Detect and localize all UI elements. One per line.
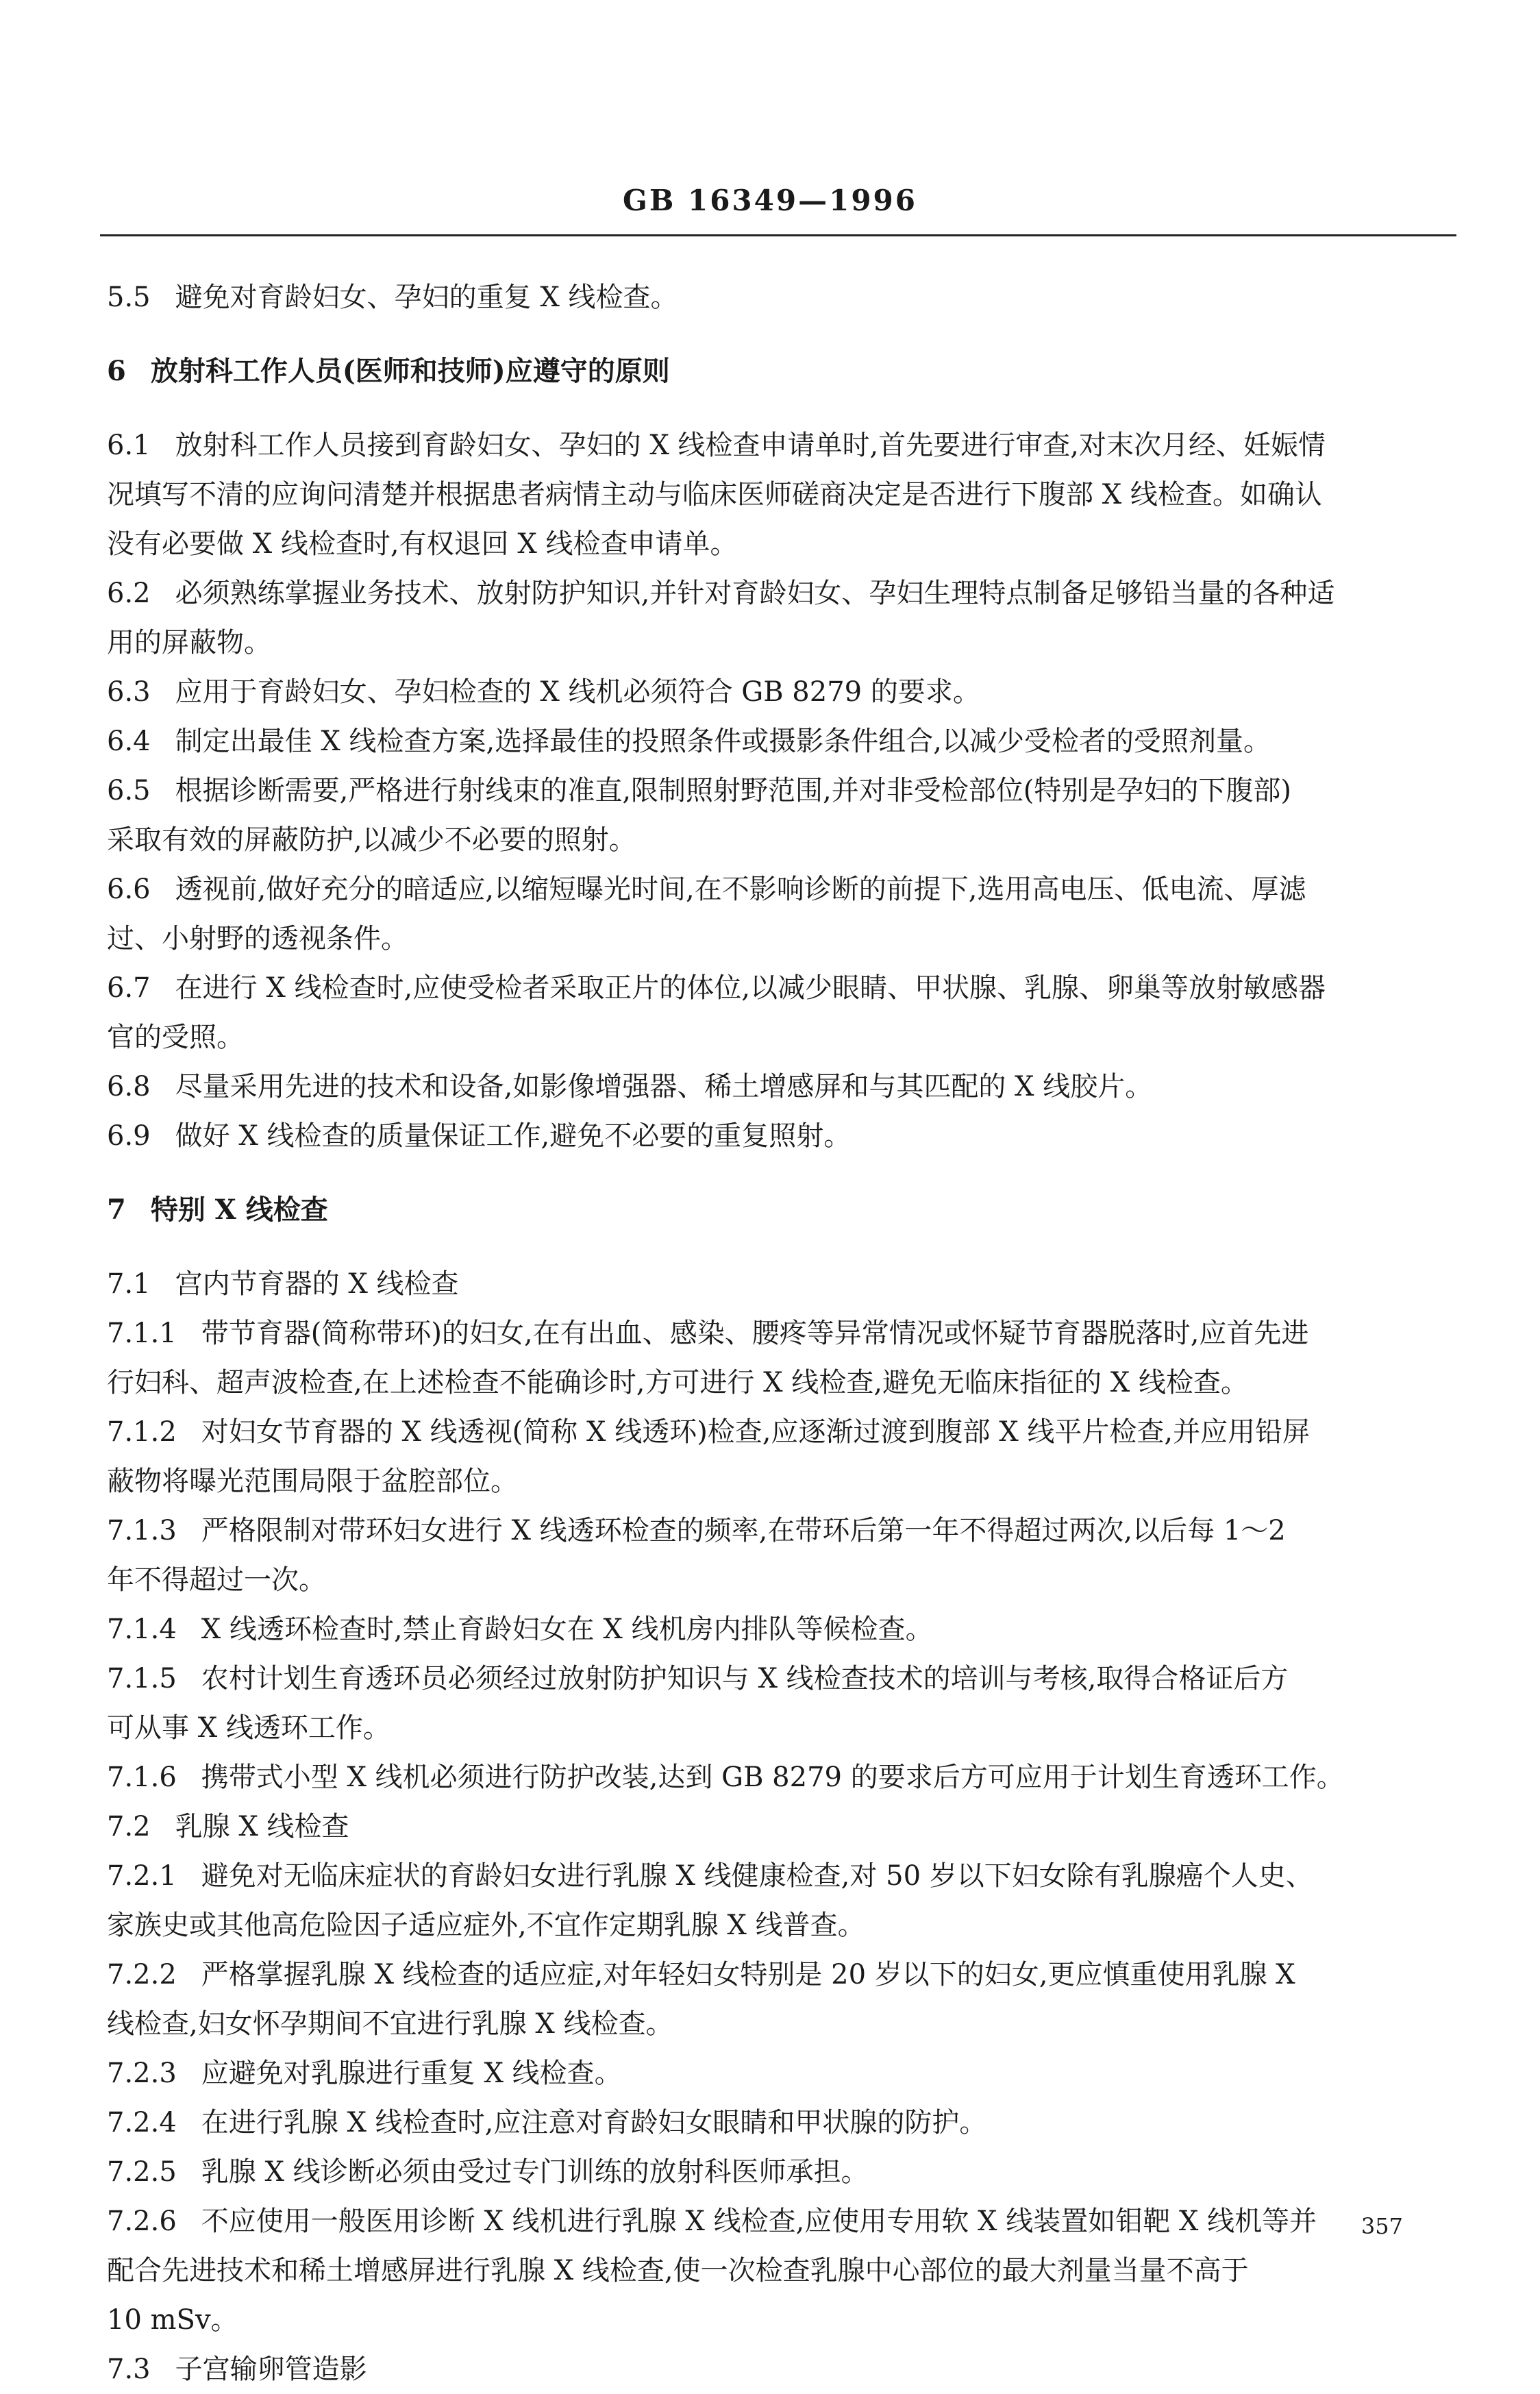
clause <box>107 1111 1456 1161</box>
clause-text: 应用于育龄妇女、孕妇检查的 X 线机必须符合 GB 8279 的要求。 <box>175 676 980 708</box>
text-line <box>107 421 1456 470</box>
text-line <box>107 667 1456 717</box>
text-line <box>107 1999 1456 2049</box>
clause-number: 7.1.4 <box>107 1614 177 1645</box>
clause-text: 蔽物将曝光范围局限于盆腔部位。 <box>107 1466 518 1497</box>
text-line <box>107 1802 1456 1851</box>
clause-number: 6.6 <box>107 874 151 905</box>
text-line <box>107 1111 1456 1161</box>
text-line <box>107 1457 1456 1506</box>
clause-text: 严格限制对带环妇女进行 X 线透环检查的频率,在带环后第一年不得超过两次,以后每 1～2 <box>201 1515 1286 1546</box>
clause-number: 7.2.4 <box>107 2107 177 2138</box>
section-heading <box>107 347 1456 396</box>
clause <box>107 1950 1456 2049</box>
text-line <box>107 717 1456 766</box>
text-line <box>107 766 1456 815</box>
text-line <box>107 815 1456 865</box>
clause-number: 7.2.3 <box>107 2058 177 2089</box>
clause-text: 没有必要做 X 线检查时,有权退回 X 线检查申请单。 <box>107 528 738 560</box>
text-line <box>107 1950 1456 1999</box>
standard-code-header: GB 16349—1996 <box>622 184 917 217</box>
clause-number: 7.3 <box>107 2354 151 2385</box>
clause-text: 应避免对乳腺进行重复 X 线检查。 <box>201 2058 622 2089</box>
clause-text: 官的受照。 <box>107 1022 244 1053</box>
text-line <box>107 2147 1456 2197</box>
clause-text: 过、小射野的透视条件。 <box>107 923 408 954</box>
clause-text: 可从事 X 线透环工作。 <box>107 1712 390 1744</box>
text-line <box>107 2049 1456 2098</box>
clause <box>107 2098 1456 2147</box>
heading-text: 放射科工作人员(医师和技师)应遵守的原则 <box>150 355 670 387</box>
clause <box>107 963 1456 1062</box>
clause-text: 严格掌握乳腺 X 线检查的适应症,对年轻妇女特别是 20 岁以下的妇女,更应慎重使用乳腺 X <box>201 1959 1295 1990</box>
clause-number: 7.1.1 <box>107 1318 177 1349</box>
header-rule <box>100 234 1456 236</box>
text-line <box>107 2197 1456 2246</box>
text-line <box>107 2098 1456 2147</box>
text-line <box>107 865 1456 914</box>
clause <box>107 1802 1456 1851</box>
clause-text: 做好 X 线检查的质量保证工作,避免不必要的重复照射。 <box>175 1120 852 1152</box>
clause <box>107 2197 1456 2345</box>
clause-text: 不应使用一般医用诊断 X 线机进行乳腺 X 线检查,应使用专用软 X 线装置如钼靶 X 线机等并 <box>201 2206 1317 2237</box>
clause-text: 采取有效的屏蔽防护,以减少不必要的照射。 <box>107 824 636 856</box>
section-gap <box>107 322 1456 347</box>
text-line <box>107 2295 1456 2345</box>
section-heading <box>107 1185 1456 1235</box>
clause-text: 根据诊断需要,严格进行射线束的准直,限制照射野范围,并对非受检部位(特别是孕妇的下腹部) <box>175 775 1291 806</box>
section-gap <box>107 1235 1456 1259</box>
clause <box>107 1407 1456 1506</box>
text-line <box>107 1358 1456 1407</box>
clause-text: 尽量采用先进的技术和设备,如影像增强器、稀土增感屏和与其匹配的 X 线胶片。 <box>175 1071 1153 1102</box>
text-line <box>107 2246 1456 2295</box>
clause-text: 线检查,妇女怀孕期间不宜进行乳腺 X 线检查。 <box>107 2008 673 2040</box>
clause-number: 7.2 <box>107 1811 151 1842</box>
clause-number: 6.9 <box>107 1120 151 1152</box>
clause-number: 6 <box>107 355 126 387</box>
clause <box>107 2049 1456 2098</box>
clause-number: 7.1.2 <box>107 1416 177 1448</box>
clause-text: 乳腺 X 线诊断必须由受过专门训练的放射科医师承担。 <box>201 2156 869 2188</box>
clause-text: 况填写不清的应询问清楚并根据患者病情主动与临床医师磋商决定是否进行下腹部 X 线检查。如确认 <box>107 479 1322 510</box>
text-line <box>107 1901 1456 1950</box>
clause-number: 6.1 <box>107 430 151 461</box>
clause <box>107 273 1456 322</box>
text-line <box>107 519 1456 569</box>
section-gap <box>107 396 1456 421</box>
clause-text: 在进行乳腺 X 线检查时,应注意对育龄妇女眼睛和甲状腺的防护。 <box>201 2107 987 2138</box>
text-line <box>107 618 1456 667</box>
clause-text: 配合先进技术和稀土增感屏进行乳腺 X 线检查,使一次检查乳腺中心部位的最大剂量当量不高于 <box>107 2255 1249 2286</box>
text-line <box>107 347 1456 396</box>
heading-text: 特别 X 线检查 <box>150 1194 328 1226</box>
text-line <box>107 273 1456 322</box>
clause <box>107 1506 1456 1605</box>
clause-number: 7 <box>107 1194 126 1226</box>
clause-text: 农村计划生育透环员必须经过放射防护知识与 X 线检查技术的培训与考核,取得合格证后方 <box>201 1663 1289 1694</box>
clause-text: 避免对无临床症状的育龄妇女进行乳腺 X 线健康检查,对 50 岁以下妇女除有乳腺癌个人史、 <box>201 1860 1313 1892</box>
clause <box>107 1309 1456 1407</box>
clause <box>107 865 1456 963</box>
clause-text: 带节育器(简称带环)的妇女,在有出血、感染、腰疼等异常情况或怀疑节育器脱落时,应首先进 <box>201 1318 1309 1349</box>
clause <box>107 667 1456 717</box>
text-line <box>107 1062 1456 1111</box>
clause <box>107 766 1456 865</box>
clause-number: 6.5 <box>107 775 151 806</box>
clause-number: 6.7 <box>107 972 151 1004</box>
clause-text: 放射科工作人员接到育龄妇女、孕妇的 X 线检查申请单时,首先要进行审查,对末次月经、妊娠情 <box>175 430 1326 461</box>
clause-text: 必须熟练掌握业务技术、放射防护知识,并针对育龄妇女、孕妇生理特点制备足够铅当量的各种适 <box>175 578 1335 609</box>
clause-text: 用的屏蔽物。 <box>107 627 271 658</box>
text-line <box>107 470 1456 519</box>
clause-text: 子宫输卵管造影 <box>175 2354 367 2385</box>
clause-text: 家族史或其他高危险因子适应症外,不宜作定期乳腺 X 线普查。 <box>107 1910 865 1941</box>
clause-number: 7.1 <box>107 1268 151 1300</box>
text-line <box>107 963 1456 1013</box>
section-gap <box>107 1161 1456 1185</box>
clause-number: 7.2.1 <box>107 1860 177 1892</box>
clause-text: 在进行 X 线检查时,应使受检者采取正片的体位,以减少眼睛、甲状腺、乳腺、卵巢等放射敏感器 <box>175 972 1326 1004</box>
clause-number: 7.2.2 <box>107 1959 177 1990</box>
clause-text: 年不得超过一次。 <box>107 1564 326 1596</box>
text-line <box>107 1506 1456 1555</box>
document-body <box>107 273 1456 2394</box>
clause <box>107 421 1456 569</box>
text-line <box>107 569 1456 618</box>
text-line <box>107 1703 1456 1753</box>
text-line <box>107 1407 1456 1457</box>
text-line <box>107 1309 1456 1358</box>
text-line <box>107 1185 1456 1235</box>
text-line <box>107 1753 1456 1802</box>
clause <box>107 1062 1456 1111</box>
clause <box>107 1851 1456 1950</box>
text-line <box>107 1654 1456 1703</box>
clause-text: 对妇女节育器的 X 线透视(简称 X 线透环)检查,应逐渐过渡到腹部 X 线平片检查,并应用铅屏 <box>201 1416 1311 1448</box>
clause-text: 乳腺 X 线检查 <box>175 1811 349 1842</box>
clause-text: 10 mSv。 <box>107 2304 238 2336</box>
text-line <box>107 914 1456 963</box>
clause-text: 制定出最佳 X 线检查方案,选择最佳的投照条件或摄影条件组合,以减少受检者的受照剂量。 <box>175 726 1271 757</box>
clause-text: 避免对育龄妇女、孕妇的重复 X 线检查。 <box>175 282 678 313</box>
text-line <box>107 1605 1456 1654</box>
clause-text: 携带式小型 X 线机必须进行防护改装,达到 GB 8279 的要求后方可应用于计划生育透环工作。 <box>201 1762 1344 1793</box>
text-line <box>107 2345 1456 2394</box>
clause-text: 宫内节育器的 X 线检查 <box>175 1268 459 1300</box>
clause-number: 6.3 <box>107 676 151 708</box>
page-number: 357 <box>1361 2213 1403 2239</box>
clause <box>107 717 1456 766</box>
clause-number: 7.1.6 <box>107 1762 177 1793</box>
text-line <box>107 1851 1456 1901</box>
clause-text: 行妇科、超声波检查,在上述检查不能确诊时,方可进行 X 线检查,避免无临床指征的 X 线检查。 <box>107 1367 1248 1398</box>
clause-number: 7.2.6 <box>107 2206 177 2237</box>
text-line <box>107 1555 1456 1605</box>
clause-text: X 线透环检查时,禁止育龄妇女在 X 线机房内排队等候检查。 <box>201 1614 933 1645</box>
clause-number: 7.1.3 <box>107 1515 177 1546</box>
clause-number: 5.5 <box>107 282 151 313</box>
text-line <box>107 1259 1456 1309</box>
clause <box>107 1753 1456 1802</box>
clause <box>107 569 1456 667</box>
clause <box>107 2345 1456 2394</box>
clause-number: 7.1.5 <box>107 1663 177 1694</box>
clause-number: 7.2.5 <box>107 2156 177 2188</box>
clause <box>107 1259 1456 1309</box>
clause-number: 6.4 <box>107 726 151 757</box>
clause <box>107 1605 1456 1654</box>
clause-number: 6.2 <box>107 578 151 609</box>
clause-number: 6.8 <box>107 1071 151 1102</box>
text-line <box>107 1013 1456 1062</box>
clause-text: 透视前,做好充分的暗适应,以缩短曝光时间,在不影响诊断的前提下,选用高电压、低电流、厚滤 <box>175 874 1306 905</box>
clause <box>107 1654 1456 1753</box>
clause <box>107 2147 1456 2197</box>
